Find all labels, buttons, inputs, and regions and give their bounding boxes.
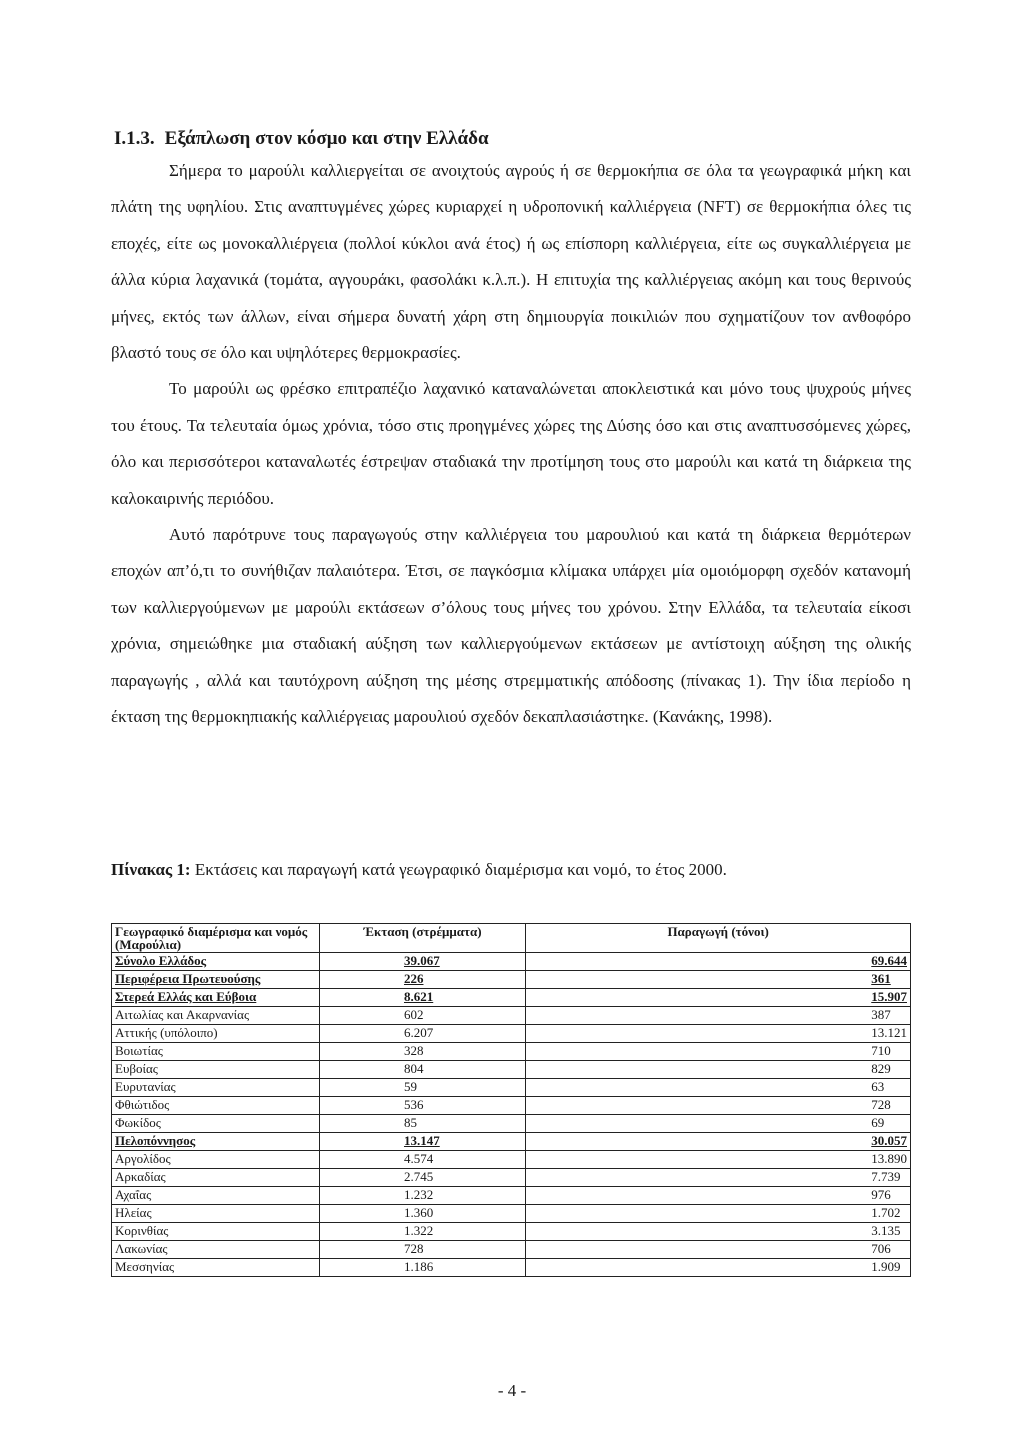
- area-cell: 536: [319, 1097, 525, 1115]
- area-cell: 1.232: [319, 1187, 525, 1205]
- area-cell: 1.322: [319, 1223, 525, 1241]
- production-cell: 829: [526, 1061, 911, 1079]
- production-cell: 976: [526, 1187, 911, 1205]
- column-header-production: Παραγωγή (τόνοι): [526, 924, 911, 953]
- region-cell: Αττικής (υπόλοιπο): [112, 1025, 320, 1043]
- production-cell: 710: [526, 1043, 911, 1061]
- body-text: [111, 153, 911, 736]
- table-row: [112, 1241, 911, 1259]
- table-row: [112, 1169, 911, 1187]
- paragraph: Το μαρούλι ως φρέσκο επιτραπέζιο λαχανικό καταναλώνεται αποκλειστικά και μόνο τους ψυχρούς μήνες του έτους. Τα τελευταία όμως χρόνια, τόσο στις προηγμένες χώρες της Δύσης όσο και στις αναπτυσσόμενες χώρες, όλο και περισσότεροι καταναλωτές έστρεψαν σταδιακά την προτίμηση τους στο μαρούλι και κατά τη διάρκεια της καλοκαιρινής περιόδου.: [111, 379, 911, 508]
- production-cell: 1.909: [526, 1259, 911, 1277]
- table-row: [112, 1133, 911, 1151]
- production-cell: 387: [526, 1007, 911, 1025]
- table-row: [112, 1007, 911, 1025]
- production-cell: 361: [526, 971, 911, 989]
- production-cell: 7.739: [526, 1169, 911, 1187]
- area-cell: 728: [319, 1241, 525, 1259]
- production-cell: 13.890: [526, 1151, 911, 1169]
- area-cell: 602: [319, 1007, 525, 1025]
- area-cell: 6.207: [319, 1025, 525, 1043]
- region-cell: Λακωνίας: [112, 1241, 320, 1259]
- area-cell: 1.360: [319, 1205, 525, 1223]
- region-cell: Φθιώτιδος: [112, 1097, 320, 1115]
- region-cell: Αχαΐας: [112, 1187, 320, 1205]
- area-cell: 4.574: [319, 1151, 525, 1169]
- table-row: [112, 1151, 911, 1169]
- table-row: [112, 1043, 911, 1061]
- table-row: [112, 1223, 911, 1241]
- production-cell: 3.135: [526, 1223, 911, 1241]
- region-cell: Σύνολο Ελλάδος: [112, 953, 320, 971]
- table-row: [112, 1259, 911, 1277]
- area-cell: 1.186: [319, 1259, 525, 1277]
- table-row: [112, 1097, 911, 1115]
- region-cell: Πελοπόννησος: [112, 1133, 320, 1151]
- area-cell: 8.621: [319, 989, 525, 1007]
- table-header-row: [112, 924, 911, 953]
- table-row: [112, 1025, 911, 1043]
- table-row: [112, 971, 911, 989]
- region-cell: Αρκαδίας: [112, 1169, 320, 1187]
- column-header-area: Έκταση (στρέμματα): [319, 924, 525, 953]
- region-cell: Αιτωλίας και Ακαρνανίας: [112, 1007, 320, 1025]
- region-cell: Βοιωτίας: [112, 1043, 320, 1061]
- table-row: [112, 1115, 911, 1133]
- area-cell: 2.745: [319, 1169, 525, 1187]
- production-cell: 13.121: [526, 1025, 911, 1043]
- area-cell: 804: [319, 1061, 525, 1079]
- table-row: [112, 1205, 911, 1223]
- production-cell: 15.907: [526, 989, 911, 1007]
- area-cell: 226: [319, 971, 525, 989]
- table-row: [112, 1079, 911, 1097]
- section-number: I.1.3.: [114, 128, 155, 149]
- table-row: [112, 1187, 911, 1205]
- paragraph: Σήμερα το μαρούλι καλλιεργείται σε ανοιχτούς αγρούς ή σε θερμοκήπια σε όλα τα γεωγραφικά μήκη και πλάτη της υφηλίου. Στις αναπτυγμένες χώρες κυριαρχεί η υδροπονική καλλιέργεια (NFT) σε θερμοκήπια όλες τις εποχές, είτε ως μονοκαλλιέργεια (πολλοί κύκλοι ανά έτος) ή ως επίσπορη καλλιέργεια, είτε ως συγκαλλιέργεια με άλλα κύρια λαχανικά (τομάτα, αγγουράκι, φασολάκι κ.λ.π.). Η επιτυχία της καλλιέργειας ακόμη και τους θερινούς μήνες, εκτός των άλλων, είναι σήμερα δυνατή χάρη στη δημιουργία ποικιλιών που σχηματίζουν τον ανθοφόρο βλαστό τους σε όλο και υψηλότερες θερμοκρασίες.: [111, 161, 911, 363]
- area-cell: 39.067: [319, 953, 525, 971]
- production-cell: 706: [526, 1241, 911, 1259]
- table-caption: [111, 858, 911, 882]
- area-cell: 85: [319, 1115, 525, 1133]
- table-caption-text: Εκτάσεις και παραγωγή κατά γεωγραφικό διαμέρισμα και νομό, το έτος 2000.: [194, 860, 727, 879]
- production-cell: 728: [526, 1097, 911, 1115]
- region-cell: Περιφέρεια Πρωτευούσης: [112, 971, 320, 989]
- page-number: - 4 -: [497, 1381, 527, 1400]
- region-cell: Αργολίδος: [112, 1151, 320, 1169]
- data-table: [111, 923, 911, 1277]
- production-cell: 69: [526, 1115, 911, 1133]
- area-cell: 59: [319, 1079, 525, 1097]
- production-cell: 1.702: [526, 1205, 911, 1223]
- table-caption-label: Πίνακας 1:: [111, 860, 191, 879]
- region-cell: Ηλείας: [112, 1205, 320, 1223]
- paragraph: Αυτό παρότρυνε τους παραγωγούς στην καλλιέργεια του μαρουλιού και κατά τη διάρκεια θερμότερων εποχών απ’ό,τι το συνήθιζαν παλαιότερα. Έτσι, σε παγκόσμια κλίμακα υπάρχει μία ομοιόμορφη σχεδόν κατανομή των καλλιεργούμενων με μαρούλι εκτάσεων σ’όλους τους μήνες του χρόνου. Στην Ελλάδα, τα τελευταία είκοσι χρόνια, σημειώθηκε μια σταδιακή αύξηση των καλλιεργούμενων εκτάσεων με αντίστοιχη αύξηση της ολικής παραγωγής , αλλά και ταυτόχρονη αύξηση της μέσης στρεμματικής απόδοσης (πίνακας 1). Την ίδια περίοδο η έκταση της θερμοκηπιακής καλλιέργειας μαρουλιού σχεδόν δεκαπλασιάστηκε. (Κανάκης, 1998).: [111, 525, 911, 727]
- table-row: [112, 1061, 911, 1079]
- region-cell: Ευβοίας: [112, 1061, 320, 1079]
- region-cell: Μεσσηνίας: [112, 1259, 320, 1277]
- production-cell: 30.057: [526, 1133, 911, 1151]
- production-cell: 63: [526, 1079, 911, 1097]
- region-cell: Κορινθίας: [112, 1223, 320, 1241]
- region-cell: Ευρυτανίας: [112, 1079, 320, 1097]
- table-row: [112, 989, 911, 1007]
- region-cell: Φωκίδος: [112, 1115, 320, 1133]
- area-cell: 328: [319, 1043, 525, 1061]
- table-row: [112, 953, 911, 971]
- production-cell: 69.644: [526, 953, 911, 971]
- area-cell: 13.147: [319, 1133, 525, 1151]
- section-title: Εξάπλωση στον κόσμο και στην Ελλάδα: [164, 128, 489, 149]
- region-cell: Στερεά Ελλάς και Εύβοια: [112, 989, 320, 1007]
- column-header-region: Γεωγραφικό διαμέρισμα και νομός (Μαρούλια): [112, 924, 320, 953]
- section-heading: [114, 128, 489, 150]
